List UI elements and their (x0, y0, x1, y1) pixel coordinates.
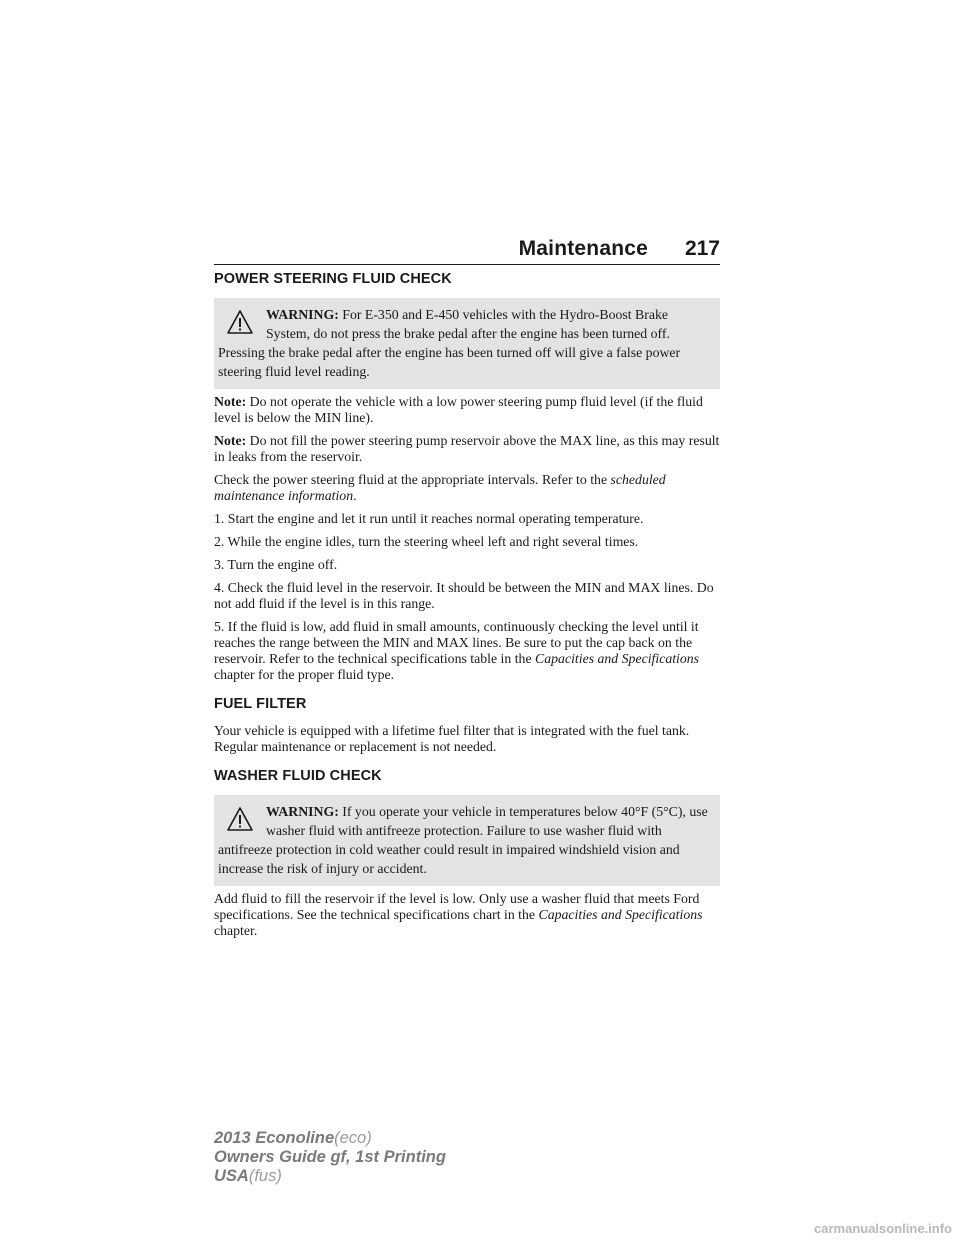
fuel-filter-heading: FUEL FILTER (214, 696, 307, 712)
footer-guide: Owners Guide gf, 1st Printing (214, 1148, 446, 1166)
footer-line-1 (214, 1129, 446, 1148)
step-5 (214, 619, 720, 683)
step-2: 2. While the engine idles, turn the steering wheel left and right several times. (214, 534, 639, 549)
step-5-text: 5. If the fluid is low, add fluid in small amounts, continuously checking the level until it reaches the range between the MIN and MAX lines. Be sure to put the cap back on the reservoir. Refer to the technical specifications table in the (214, 619, 699, 666)
note-text: Do not fill the power steering pump reservoir above the MAX line, as this may result in leaks from the reservoir. (214, 433, 720, 464)
footer-line-3 (214, 1167, 446, 1186)
warning-text: If you operate your vehicle in temperatures below 40°F (5°C), use washer fluid with antifreeze protection. Failure to use washer fluid with antifreeze protection in cold weather could result in impaired windshield vision and increase the risk of injury or accident. (218, 804, 708, 876)
intro-text: Check the power steering fluid at the appropriate intervals. Refer to the (214, 472, 608, 487)
washer-text: Add fluid to fill the reservoir if the level is low. Only use a washer fluid that meets Ford specifications. See the technical specifications chart in the (214, 891, 700, 922)
step-3: 3. Turn the engine off. (214, 557, 338, 572)
note-label: Note: (214, 394, 247, 409)
note-paragraph (214, 433, 720, 465)
page-header (214, 228, 720, 265)
page-content (214, 271, 720, 946)
intro-paragraph (214, 472, 720, 504)
washer-fluid-text (214, 891, 720, 939)
power-steering-heading: POWER STEERING FLUID CHECK (214, 271, 452, 287)
step-5-end: chapter for the proper fluid type. (214, 667, 395, 682)
footer-market-code: (fus) (248, 1167, 282, 1185)
warning-triangle-icon (226, 806, 254, 832)
warning-text: For E-350 and E-450 vehicles with the Hydro-Boost Brake System, do not press the brake pedal after the engine has been turned off. Pressing the brake pedal after the engine has been turned off will give a false power steering fluid level reading. (218, 307, 681, 379)
washer-fluid-heading: WASHER FLUID CHECK (214, 768, 382, 784)
footer-line-2 (214, 1148, 446, 1167)
intro-end: . (353, 488, 357, 503)
washer-end: chapter. (214, 923, 258, 938)
washer-fluid-warning (214, 795, 720, 886)
warning-label: WARNING: (266, 307, 339, 322)
footer-model: 2013 Econoline (214, 1129, 335, 1147)
section-title: Maintenance (518, 237, 648, 260)
note-label: Note: (214, 433, 247, 448)
step-4: 4. Check the fluid level in the reservoir. It should be between the MIN and MAX lines. Do not add fluid if the level is in this range. (214, 580, 714, 611)
intro-reference: scheduled maintenance information (214, 472, 666, 503)
watermark: carmanualsonline.info (814, 1221, 952, 1236)
fuel-filter-text: Your vehicle is equipped with a lifetime fuel filter that is integrated with the fuel tank. Regular maintenance or replacement is not needed. (214, 723, 690, 754)
power-steering-warning (214, 298, 720, 389)
page-footer (214, 1129, 446, 1186)
note-text: Do not operate the vehicle with a low power steering pump fluid level (if the fluid level is below the MIN line). (214, 394, 703, 425)
page-number: 217 (684, 237, 720, 260)
washer-reference: Capacities and Specifications (538, 907, 703, 922)
step-1: 1. Start the engine and let it run until it reaches normal operating temperature. (214, 511, 644, 526)
footer-model-code: (eco) (334, 1129, 372, 1147)
warning-label: WARNING: (266, 804, 339, 819)
warning-triangle-icon (226, 309, 254, 335)
footer-market: USA (214, 1167, 249, 1185)
note-paragraph (214, 394, 720, 426)
step-5-reference: Capacities and Specifications (535, 651, 700, 666)
